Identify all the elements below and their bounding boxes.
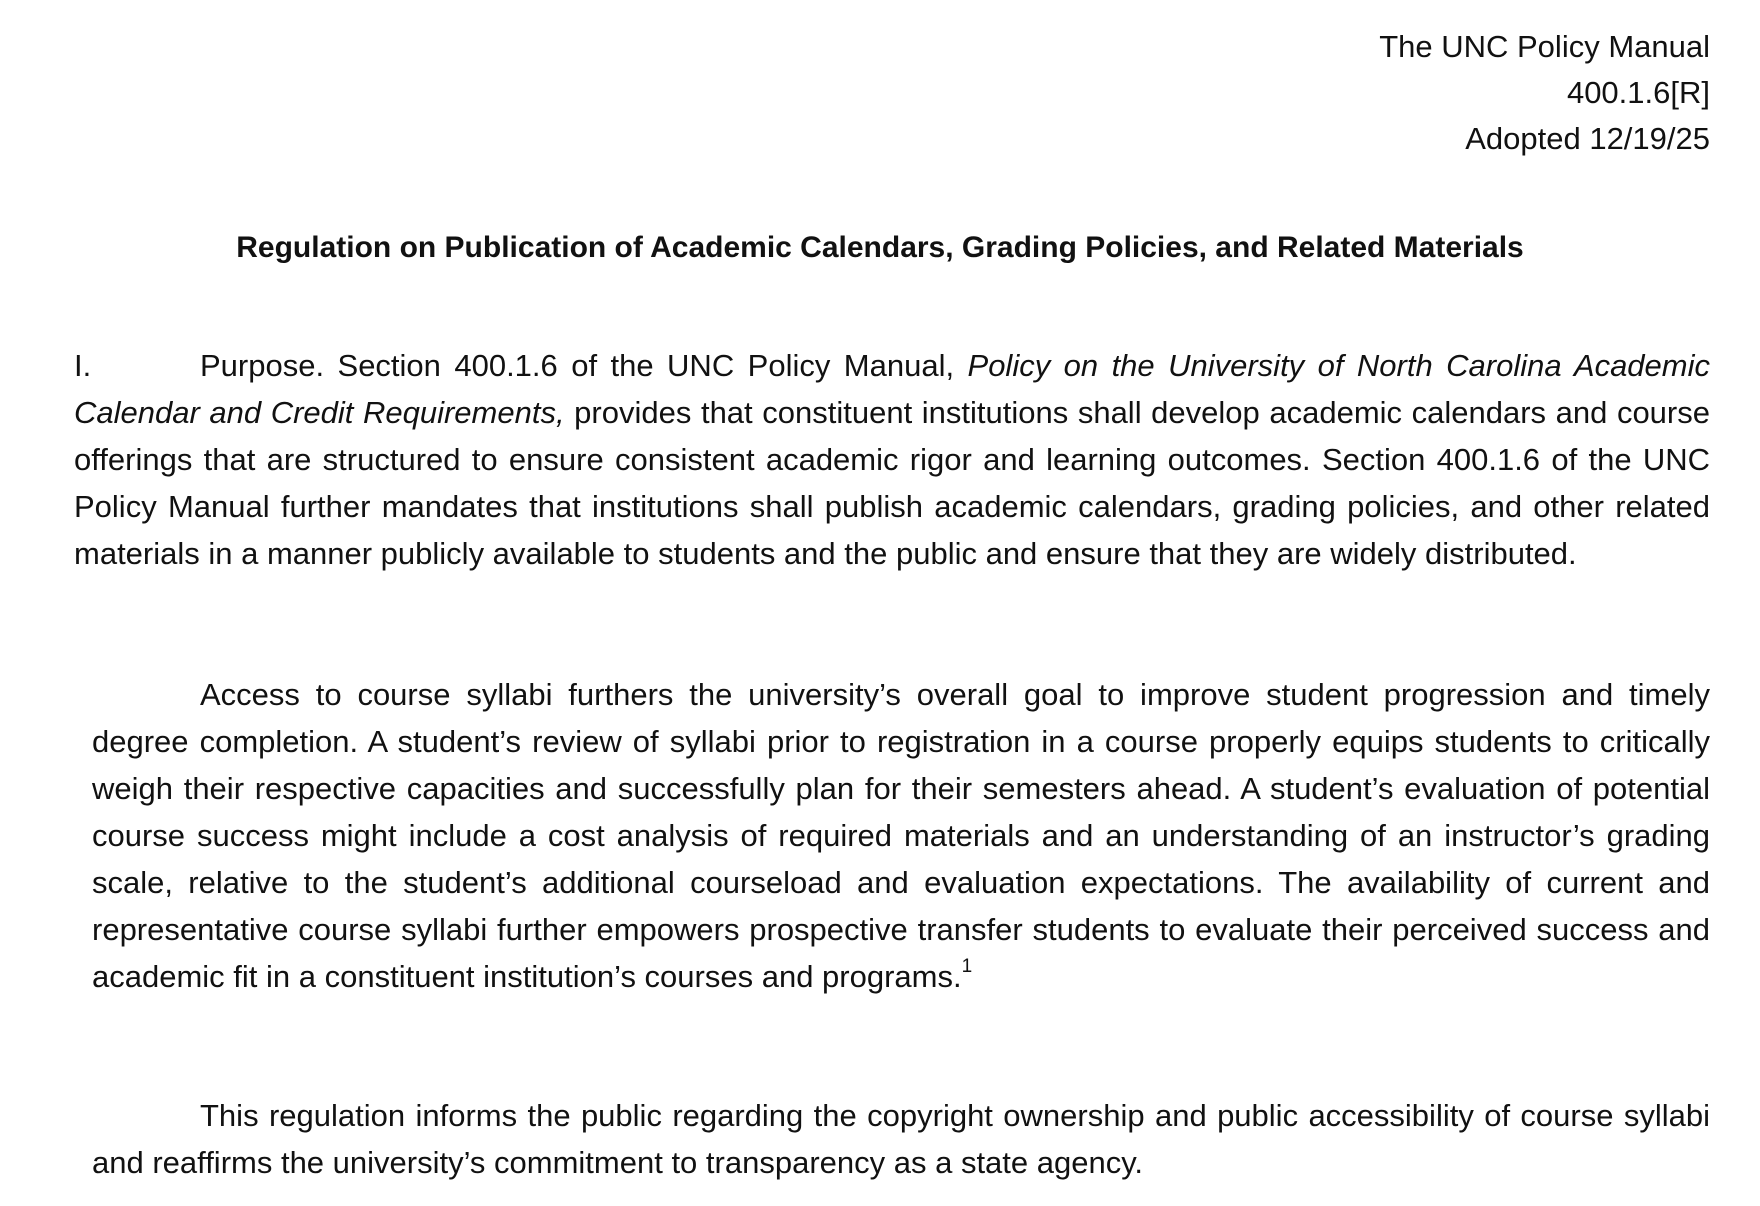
footnote-reference[interactable]: 1 xyxy=(961,955,973,977)
manual-name: The UNC Policy Manual xyxy=(1379,29,1710,64)
paragraph-syllabi-access xyxy=(92,671,1710,1000)
paragraph-text: Access to course syllabi furthers the university’s overall goal to improve student progression and timely degree completion. A student’s review of syllabi prior to registration in a course properly equips students to critically weigh their respective capacities and successfully plan for their semesters ahead. A student’s evaluation of potential course success might include a cost analysis of required materials and an understanding of an instructor’s grading scale, relative to the student’s additional courseload and evaluation expectations. The availability of current and representative course syllabi further empowers prospective transfer students to evaluate their perceived success and academic fit in a constituent institution’s courses and programs. xyxy=(92,677,1710,994)
adopted-date: Adopted 12/19/25 xyxy=(1465,121,1710,156)
policy-number: 400.1.6[R] xyxy=(1566,75,1710,110)
section-body-text: provides that constituent institutions shall develop academic calendars and course offerings that are structured to ensure consistent academic rigor and learning outcomes. Section 400.1.6 of the UNC Policy Manual further mandates that institutions shall publish academic calendars, grading policies, and other related materials in a manner publicly available to students and the public and ensure that they are widely distributed. xyxy=(74,395,1710,571)
document-header xyxy=(1379,24,1710,162)
document-title: Regulation on Publication of Academic Calendars, Grading Policies, and Related Materials xyxy=(236,231,1524,264)
section-purpose xyxy=(74,342,1710,577)
section-lead-text: Purpose. Section 400.1.6 of the UNC Policy Manual, xyxy=(200,348,968,383)
paragraph-text: This regulation informs the public regarding the copyright ownership and public accessibility of course syllabi and reaffirms the university’s commitment to transparency as a state agency. xyxy=(92,1098,1710,1180)
policy-title-italic: Policy on the University of North Carolina Academic Calendar and Credit Requirements, xyxy=(74,348,1710,430)
section-number: I. xyxy=(74,348,92,383)
paragraph-regulation-scope xyxy=(92,1092,1710,1186)
